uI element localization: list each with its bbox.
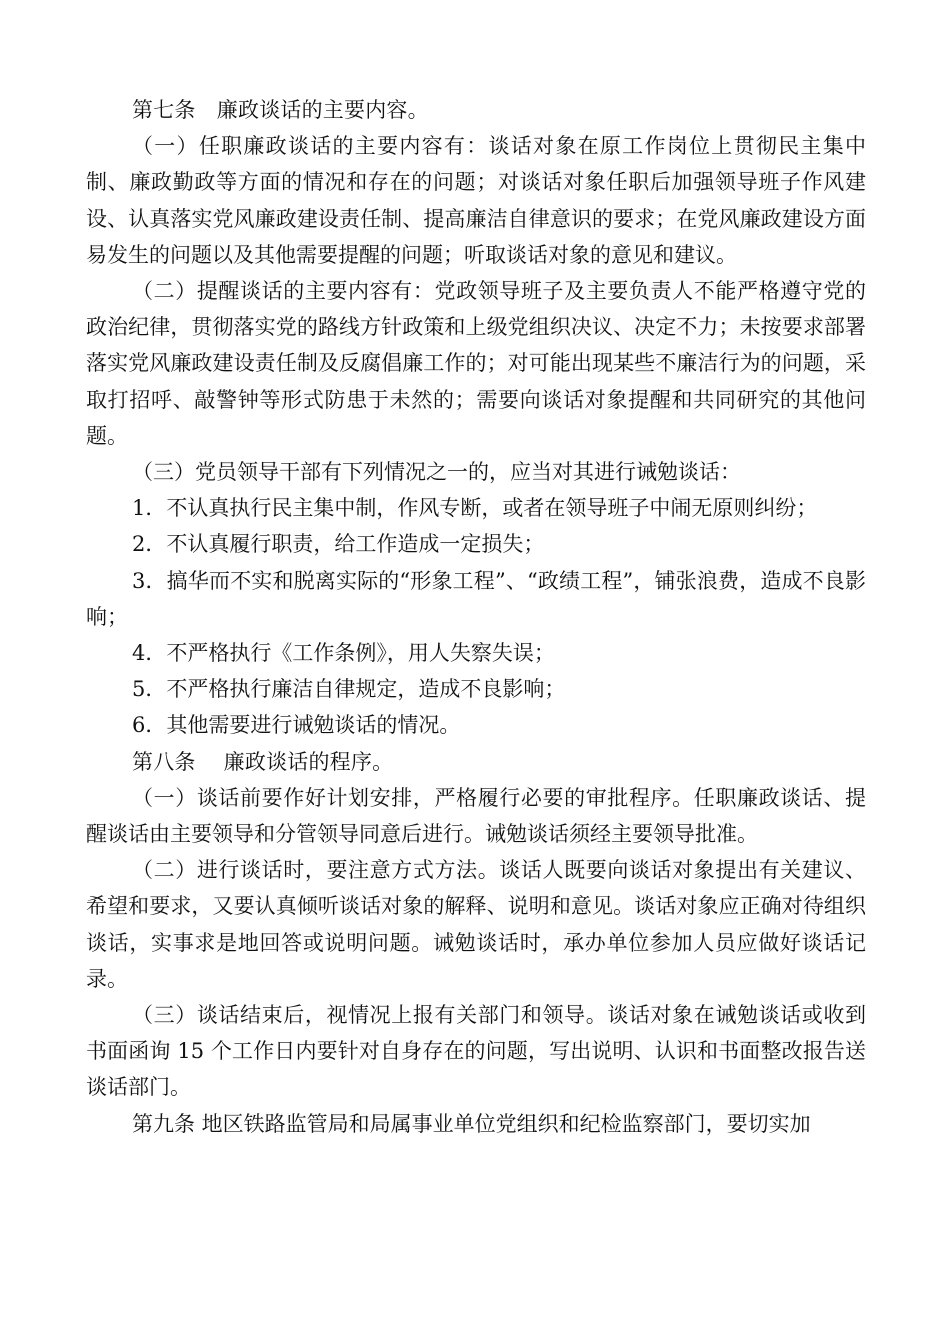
article-8-heading: 第八条 廉政谈话的程序。: [132, 749, 394, 774]
list-item: 3．搞华而不实和脱离实际的“形象工程”、“政绩工程”，铺张浪费，造成不良影响；: [86, 568, 866, 629]
article-7-heading: 第七条 廉政谈话的主要内容。: [132, 98, 429, 122]
article-9-paragraph: 第九条 地区铁路监管局和局属事业单位党组织和纪检监察部门，要切实加: [132, 1111, 811, 1136]
list-item: 4．不严格执行《工作条例》，用人失察失误；: [132, 641, 555, 666]
paragraph: （二）进行谈话时，要注意方式方法。谈话人既要向谈话对象提出有关建议、希望和要求，又要认真倾听谈话对象的解释、说明和意见。谈话对象应正确对待组织谈话，实事求是地回答或说明问题。诫勉谈话时，承办单位参加人员应做好谈话记录。: [86, 858, 866, 991]
list-item: 5．不严格执行廉洁自律规定，造成不良影响；: [132, 677, 566, 702]
list-item: 6．其他需要进行诫勉谈话的情况。: [132, 713, 461, 738]
paragraph: （二）提醒谈话的主要内容有：党政领导班子及主要负责人不能严格遵守党的政治纪律，贯彻落实党的路线方针政策和上级党组织决议、决定不力；未按要求部署落实党风廉政建设责任制及反腐倡廉工作的；对可能出现某些不廉洁行为的问题，采取打招呼、敲警钟等形式防患于未然的；需要向谈话对象提醒和共同研究的其他问题。: [86, 279, 866, 448]
paragraph: （三）党员领导干部有下列情况之一的，应当对其进行诫勉谈话：: [132, 460, 741, 485]
paragraph: （一）任职廉政谈话的主要内容有：谈话对象在原工作岗位上贯彻民主集中制、廉政勤政等方面的情况和存在的问题；对谈话对象任职后加强领导班子作风建设、认真落实党风廉政建设责任制、提高廉洁自律意识的要求；在党风廉政建设方面易发生的问题以及其他需要提醒的问题；听取谈话对象的意见和建议。: [86, 134, 866, 267]
paragraph: （三）谈话结束后，视情况上报有关部门和领导。谈话对象在诫勉谈话或收到书面函询 15 个工作日内要针对自身存在的问题，写出说明、认识和书面整改报告送谈话部门。: [86, 1003, 866, 1100]
list-item: 2．不认真履行职责，给工作造成一定损失；: [132, 532, 545, 557]
paragraph: （一）谈话前要作好计划安排，严格履行必要的审批程序。任职廉政谈话、提醒谈话由主要领导和分管领导同意后进行。诫勉谈话须经主要领导批准。: [86, 785, 866, 847]
list-item: 1．不认真执行民主集中制，作风专断，或者在领导班子中闹无原则纠纷；: [132, 496, 818, 521]
document-body: [86, 92, 866, 1142]
